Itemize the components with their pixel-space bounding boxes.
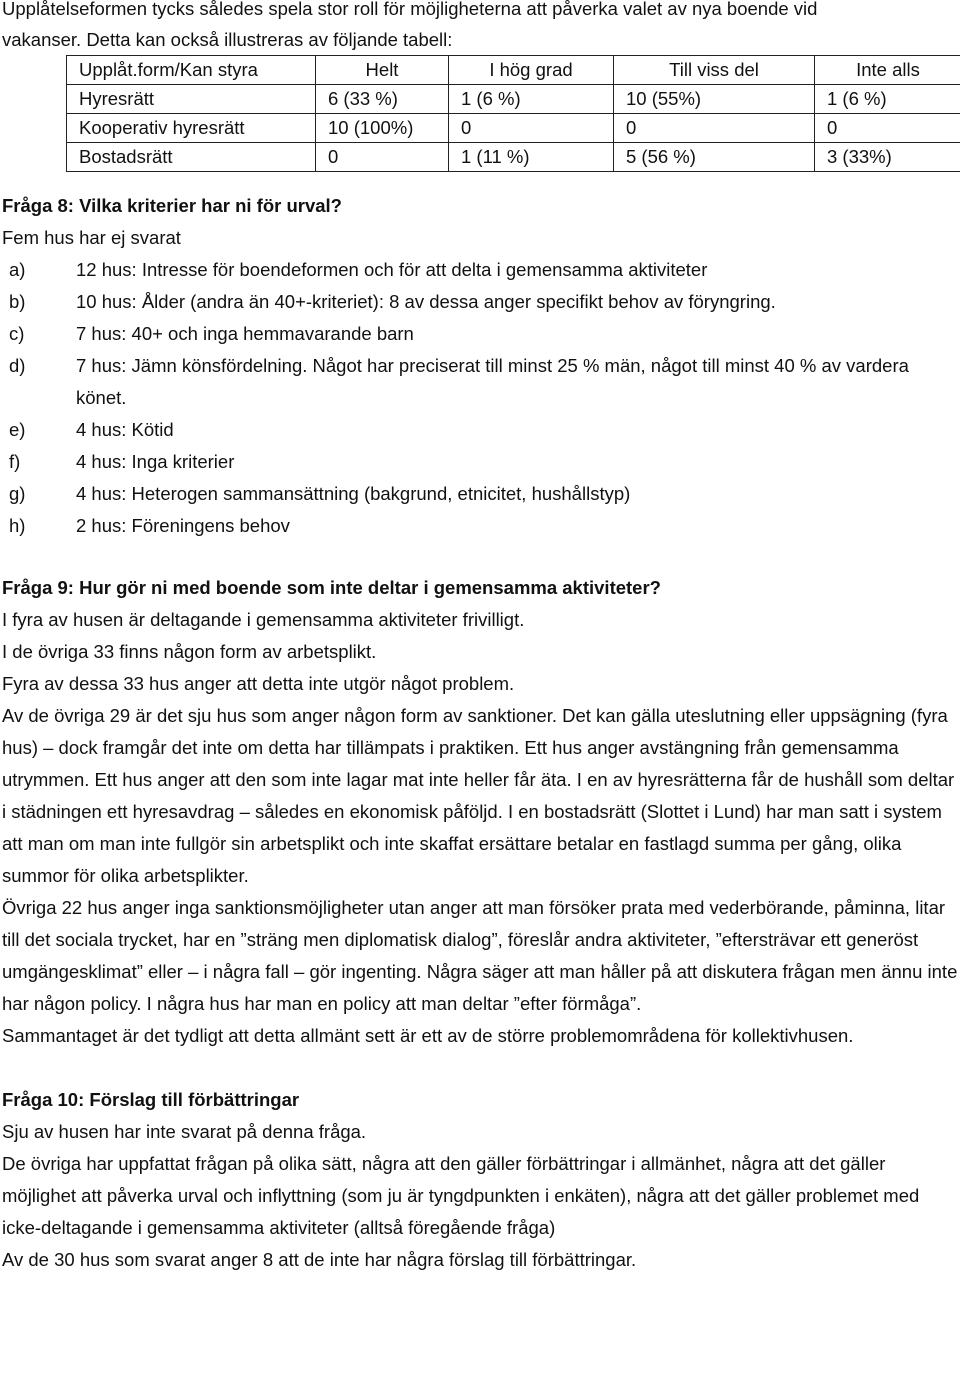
list-marker: d) xyxy=(9,355,26,376)
list-item xyxy=(2,318,958,350)
paragraph: Sju av husen har inte svarat på denna fråga. xyxy=(2,1121,367,1142)
list-marker: g) xyxy=(9,483,26,504)
intro-line: vakanser. Detta kan också illustreras av följande tabell: xyxy=(2,29,453,50)
question-10-section xyxy=(2,1084,958,1276)
table-cell: 0 xyxy=(815,114,960,143)
list-marker: e) xyxy=(9,419,26,440)
table-header-cell: Inte alls xyxy=(815,56,960,85)
list-item xyxy=(2,286,958,318)
list-marker: h) xyxy=(9,515,26,536)
list-item-text: 10 hus: Ålder (andra än 40+-kriteriet): 8 av dessa anger specifikt behov av föryngring. xyxy=(76,291,776,312)
question-10-heading: Fråga 10: Förslag till förbättringar xyxy=(2,1089,300,1110)
table-cell: 1 (11 %) xyxy=(449,143,614,172)
list-item xyxy=(2,254,958,286)
table-cell: 10 (100%) xyxy=(316,114,449,143)
question-8-section xyxy=(2,190,958,542)
table-cell: 1 (6 %) xyxy=(449,85,614,114)
table-row xyxy=(67,85,960,114)
paragraph: De övriga har uppfattat frågan på olika sätt, några att den gäller förbättringar i allmänhet, några att det gäller möjlighet att påverka urval och inflyttning (som ju är tyngdpunkten i enkäten), några att det gäller problemet med icke-deltagande i gemensamma aktiviteter (alltså föregående fråga) xyxy=(2,1153,920,1238)
question-9-section xyxy=(2,572,958,1052)
paragraph: I fyra av husen är deltagande i gemensamma aktiviteter frivilligt. xyxy=(2,609,525,630)
list-item xyxy=(2,446,958,478)
list-item xyxy=(2,350,958,414)
paragraph: Fyra av dessa 33 hus anger att detta inte utgör något problem. xyxy=(2,673,515,694)
paragraph: Av de övriga 29 är det sju hus som anger någon form av sanktioner. Det kan gälla uteslutning eller uppsägning (fyra hus) – dock framgår det inte om detta har tillämpats i praktiken. Ett hus anger avstängning från gemensamma utrymmen. Ett hus anger att den som inte lagar mat inte heller får äta. I en av hyresrätterna får de hushåll som deltar i städningen ett hyresavdrag – således en ekonomisk påföljd. I en bostadsrätt (Slottet i Lund) har man satt i system att man om man inte fullgör sin arbetsplikt och inte skaffat ersättare betalar en fastlagd summa per gång, olika summor för olika arbetsplikter. xyxy=(2,705,955,886)
table-row xyxy=(67,114,960,143)
paragraph: I de övriga 33 finns någon form av arbetsplikt. xyxy=(2,641,377,662)
table-header-row xyxy=(67,56,960,85)
list-item xyxy=(2,510,958,542)
question-8-note: Fem hus har ej svarat xyxy=(2,227,181,248)
list-item xyxy=(2,478,958,510)
table-cell: 6 (33 %) xyxy=(316,85,449,114)
list-item-text: 7 hus: Jämn könsfördelning. Något har preciserat till minst 25 % män, något till minst 40 % av vardera könet. xyxy=(76,355,909,408)
question-8-heading: Fråga 8: Vilka kriterier har ni för urval? xyxy=(2,195,342,216)
tenure-table xyxy=(66,55,960,172)
list-item xyxy=(2,414,958,446)
list-item-text: 4 hus: Heterogen sammansättning (bakgrund, etnicitet, hushållstyp) xyxy=(76,483,631,504)
table-cell: 5 (56 %) xyxy=(614,143,815,172)
list-marker: c) xyxy=(9,323,25,344)
table-header-cell: Helt xyxy=(316,56,449,85)
list-item-text: 7 hus: 40+ och inga hemmavarande barn xyxy=(76,323,414,344)
list-marker: b) xyxy=(9,291,26,312)
table-cell: 1 (6 %) xyxy=(815,85,960,114)
question-9-heading: Fråga 9: Hur gör ni med boende som inte deltar i gemensamma aktiviteter? xyxy=(2,577,661,598)
table-header-cell: Upplåt.form/Kan styra xyxy=(67,56,316,85)
table-cell: 3 (33%) xyxy=(815,143,960,172)
table-cell: 0 xyxy=(316,143,449,172)
list-item-text: 2 hus: Föreningens behov xyxy=(76,515,290,536)
table-cell: Bostadsrätt xyxy=(67,143,316,172)
list-item-text: 12 hus: Intresse för boendeformen och för att delta i gemensamma aktiviteter xyxy=(76,259,708,280)
table-header-cell: Till viss del xyxy=(614,56,815,85)
table-cell: 0 xyxy=(449,114,614,143)
table-cell: 0 xyxy=(614,114,815,143)
table-cell: Hyresrätt xyxy=(67,85,316,114)
list-marker: a) xyxy=(9,259,26,280)
intro-text xyxy=(2,0,958,55)
list-item-text: 4 hus: Inga kriterier xyxy=(76,451,235,472)
table-cell: 10 (55%) xyxy=(614,85,815,114)
table-cell: Kooperativ hyresrätt xyxy=(67,114,316,143)
list-marker: f) xyxy=(9,451,21,472)
table-header-cell: I hög grad xyxy=(449,56,614,85)
list-item-text: 4 hus: Kötid xyxy=(76,419,174,440)
paragraph: Sammantaget är det tydligt att detta allmänt sett är ett av de större problemområdena för kollektivhusen. xyxy=(2,1025,854,1046)
criteria-list xyxy=(2,254,958,542)
table-row xyxy=(67,143,960,172)
paragraph: Övriga 22 hus anger inga sanktionsmöjligheter utan anger att man försöker prata med vederbörande, påminna, litar till det sociala trycket, har en ”sträng men diplomatisk dialog”, föreslår andra aktiviteter, ”eftersträvar ett generöst umgängesklimat” eller – i några fall – gör ingenting. Några säger att man håller på att diskutera frågan men ännu inte har någon policy. I några hus har man en policy att man deltar ”efter förmåga”. xyxy=(2,897,958,1014)
paragraph: Av de 30 hus som svarat anger 8 att de inte har några förslag till förbättringar. xyxy=(2,1249,637,1270)
intro-line: Upplåtelseformen tycks således spela stor roll för möjligheterna att påverka valet av nya boende vid xyxy=(2,0,818,19)
